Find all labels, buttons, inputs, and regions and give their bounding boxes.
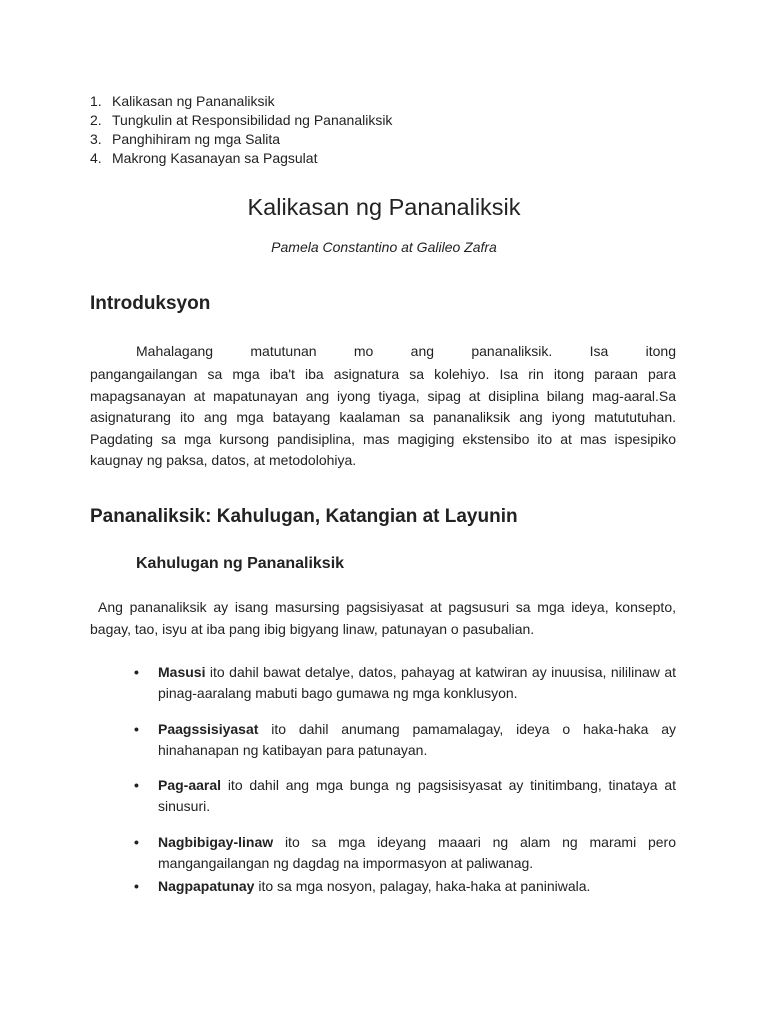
bullet-icon: • (134, 664, 139, 680)
intro-first-line: Mahalagang matutunan mo ang pananaliksik. Isa itong (136, 343, 676, 359)
toc-number: 1. (90, 93, 102, 109)
list-item (134, 775, 676, 817)
toc-number: 4. (90, 150, 102, 166)
toc-label: Tungkulin at Responsibilidad ng Pananaliksik (112, 112, 393, 128)
bullet-icon: • (134, 777, 139, 793)
subsection-heading: Kahulugan ng Pananaliksik (136, 555, 345, 572)
bullet-text: ito sa mga ideyang maaari ng alam ng marami pero mangangailangan ng dagdag na impormasyon at paliwanag. (158, 834, 677, 871)
bullet-term: Paagssisiyasat (158, 721, 259, 737)
toc-number: 2. (90, 112, 102, 128)
toc-item (90, 92, 392, 111)
bullet-icon: • (134, 721, 139, 737)
definition-paragraph: Ang pananaliksik ay isang masursing pagsisiyasat at pagsusuri sa mga ideya, konsepto, bagay, tao, isyu at iba pang ibig bigyang linaw, patunayan o pasubalian. (90, 599, 676, 637)
list-item (134, 662, 676, 704)
intro-paragraph: pangangailangan sa mga iba't iba asignatura sa kolehiyo. Isa rin itong paraan para mapagsanayan at mapatunayan ang iyong tiyaga, sipag at disiplina bilang mag-aaral.Sa asignaturang ito ang mga batayang kaalaman sa pananaliksik ang iyong matututuhan. Pagdating sa mga kursong pandisiplina, mas magiging ekstensibo ito at mas ispesipiko kaugnay ng paksa, datos, at metodolohiya. (90, 366, 676, 468)
list-item (134, 832, 676, 874)
bullet-text: ito dahil ang mga bunga ng pagsisisyasat ay tinitimbang, tinataya at sinusuri. (158, 777, 676, 814)
toc-item (90, 130, 392, 149)
bullet-icon: • (134, 834, 139, 850)
table-of-contents (90, 92, 392, 168)
bullet-term: Nagbibigay-linaw (158, 834, 274, 850)
list-item (134, 719, 676, 761)
toc-number: 3. (90, 131, 102, 147)
document-title: Kalikasan ng Pananaliksik (247, 194, 521, 220)
bullet-term: Pag-aaral (158, 777, 222, 793)
bullet-text: ito dahil bawat detalye, datos, pahayag at katwiran ay inuusisa, nililinaw at pinag-aaralang mabuti bago gumawa ng mga konklusyon. (158, 664, 676, 701)
authors: Pamela Constantino at Galileo Zafra (271, 239, 497, 255)
bullet-text: ito sa mga nosyon, palagay, haka-haka at paniniwala. (258, 878, 591, 894)
section-heading: Pananaliksik: Kahulugan, Katangian at Layunin (90, 506, 518, 527)
bullet-term: Nagpapatunay (158, 878, 255, 894)
intro-heading: Introduksyon (90, 293, 211, 314)
toc-label: Panghihiram ng mga Salita (112, 131, 281, 147)
bullet-text: ito dahil anumang pamamalagay, ideya o haka-haka ay hinahanapan ng katibayan para patunayan. (158, 721, 677, 758)
toc-label: Makrong Kasanayan sa Pagsulat (112, 150, 318, 166)
bullet-term: Masusi (158, 664, 206, 680)
toc-item (90, 111, 392, 130)
toc-label: Kalikasan ng Pananaliksik (112, 93, 275, 109)
bullet-icon: • (134, 878, 139, 894)
toc-item (90, 149, 392, 168)
list-item (134, 876, 676, 897)
